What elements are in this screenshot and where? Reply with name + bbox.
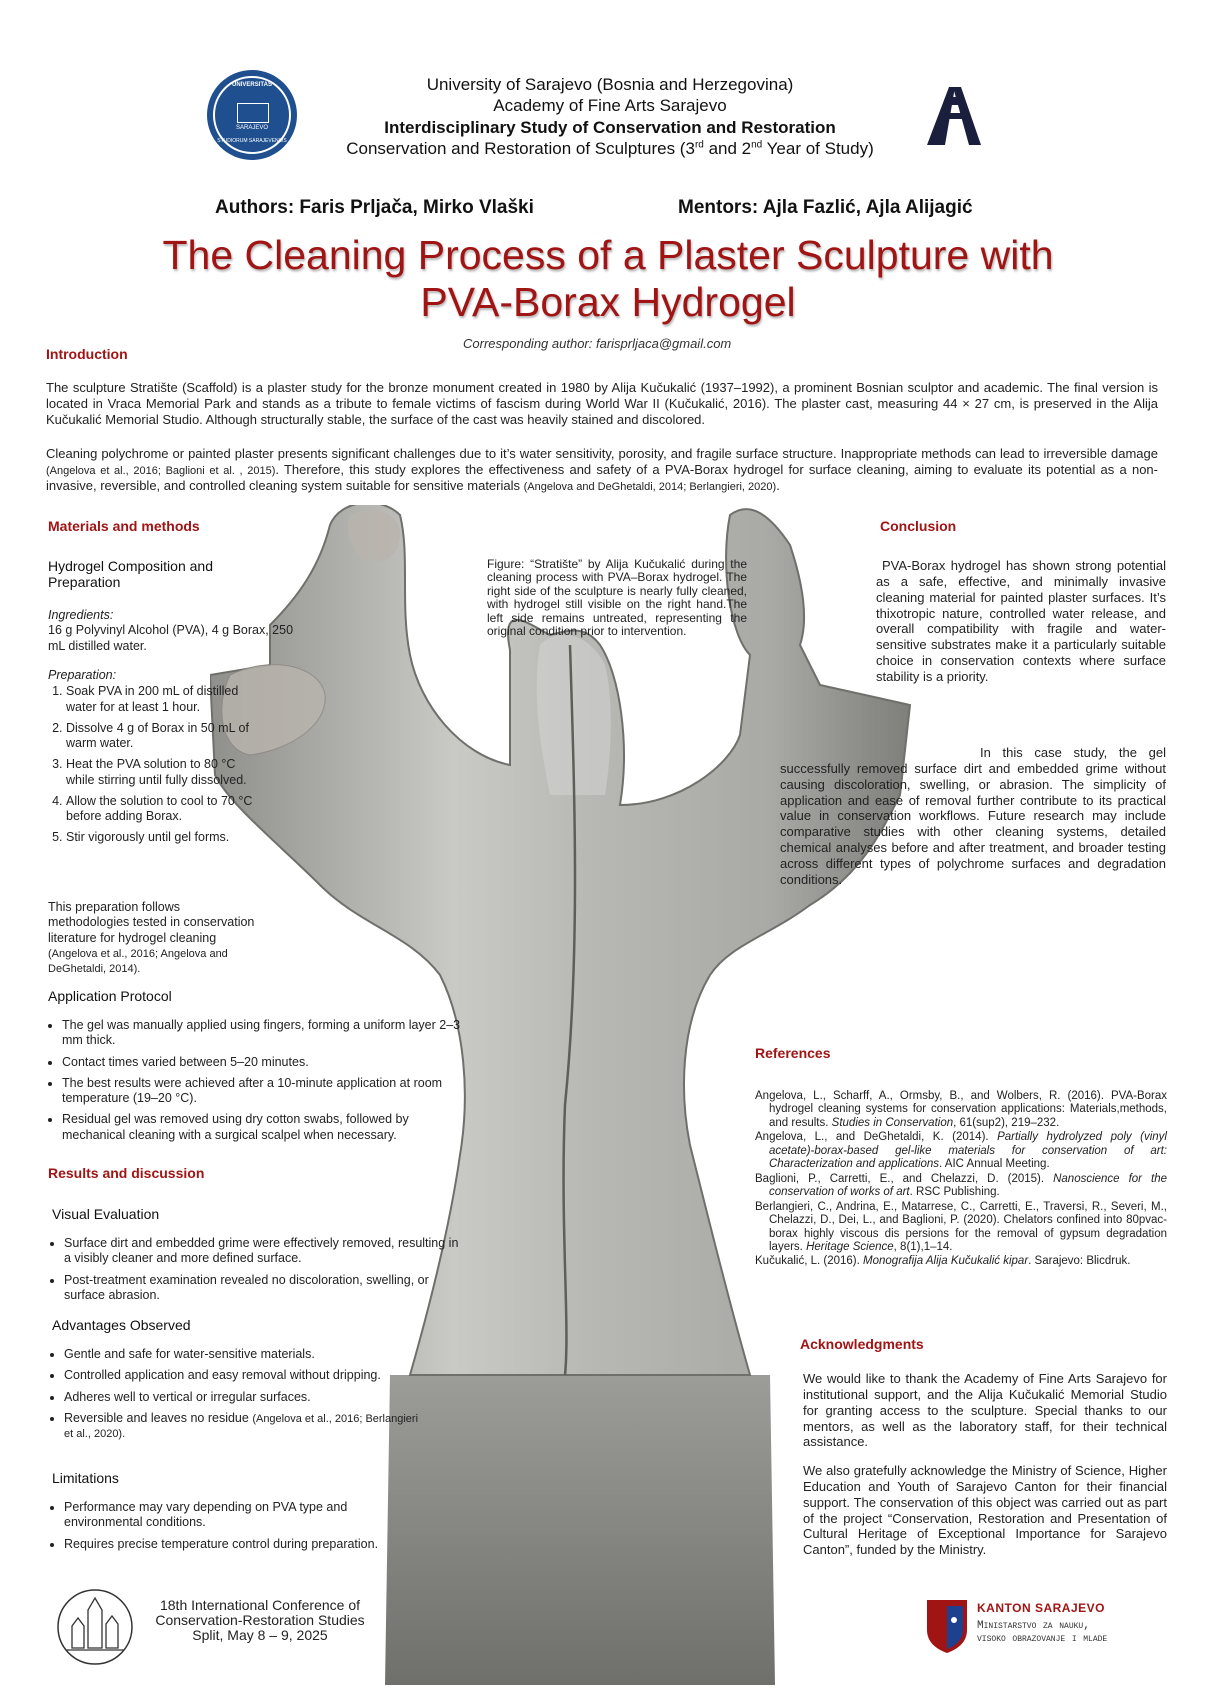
advantage-item: • Gentle and safe for water-sensitive materials. [64, 1347, 424, 1362]
acknowledgments-paragraph-1: We would like to thank the Academy of Fine Arts Sarajevo for institutional support, and the Alija Kučukalić Memorial Studio for granting access to the sculpture. Special thanks to our mentors, as well as the laboratory staff, for their technical assistance. [803, 1371, 1167, 1450]
page-title: The Cleaning Process of a Plaster Sculpture with PVA-Borax Hydrogel [162, 232, 1054, 326]
reference-item: Baglioni, P., Carretti, E., and Chelazzi, D. (2015). Nanoscience for the conservation of works of art. RSC Publishing. [755, 1172, 1167, 1199]
reference-item: Angelova, L., and DeGhetaldi, K. (2014). Partially hydrolyzed poly (vinyl acetate)-borax-based gel-like materials for conservation of art: Characterization and applications. AIC Annual Meeting. [755, 1131, 1167, 1171]
seal-building-icon [237, 103, 269, 123]
materials-heading: Materials and methods [48, 518, 200, 534]
visual-evaluation-title: Visual Evaluation [52, 1206, 160, 1222]
intro-paragraph-2: Cleaning polychrome or painted plaster presents significant challenges due to it’s water sensitivity, porosity, and fragile surface structure. Inappropriate methods can lead to irreversible damage (Angelova et al., 2016; Baglioni et al. , 2015). Therefore, this study explores the effectiveness and safety of a PVA-Borax hydrogel for surface cleaning, aiming to evaluate its potential as a non-invasive, reversible, and controlled cleaning system suitable for sensitive materials (Angelova and DeGhetaldi, 2014; Berlangieri, 2020). [46, 446, 1158, 494]
conclusion-paragraph-2: In this case study, the gel successfully removed surface dirt and embedded grime without causing discoloration, swelling, or abrasion. The simplicity of application and ease of removal further contribute to its practical value in conservation workflows. Future research may include comparative studies with other cleaning systems, detailed chemical analyses before and after treatment, and broader testing across different types of polychrome surfaces and degradation conditions. [780, 745, 1166, 887]
results-heading: Results and discussion [48, 1165, 205, 1181]
protocol-item: • The best results were achieved after a 10-minute application at room temperature (19–20 °C). [62, 1076, 462, 1107]
protocol-item: • Contact times varied between 5–20 minutes. [62, 1055, 462, 1070]
application-protocol-title: Application Protocol [48, 988, 172, 1004]
acknowledgments-paragraph-2: We also gratefully acknowledge the Ministry of Science, Higher Education and Youth of Sarajevo Canton for their financial support. The conservation of this object was carried out as part of the project “Conservation, Restoration and Presentation of Cultural Heritage of Exceptional Importance for Sarajevo Canton”, funded by the Ministry. [803, 1463, 1167, 1558]
figure-caption: Figure: “Stratište” by Alija Kučukalić during the cleaning process with PVA–Borax hydrogel. The right side of the sculpture is nearly fully cleaned, with hydrogel still visible on the right hand.The left side remains untreated, representing the original condition prior to intervention. [487, 557, 747, 639]
limitations-list [52, 1500, 424, 1558]
university-name: University of Sarajevo (Bosnia and Herzegovina) [426, 75, 794, 94]
reference-item: Kučukalić, L. (2016). Monografija Alija Kučukalić kipar. Sarajevo: Blicdruk. [755, 1255, 1131, 1268]
references-list [755, 1090, 1167, 1270]
canton-coat-of-arms [925, 1598, 969, 1654]
advantage-item: • Adheres well to vertical or irregular surfaces. [64, 1390, 424, 1405]
preparation-step: 4. Allow the solution to cool to 70 °C before adding Borax. [66, 794, 253, 825]
visual-evaluation-item: • Post-treatment examination revealed no discoloration, swelling, or surface abrasion. [64, 1273, 464, 1304]
mentors: Mentors: Ajla Fazlić, Ajla Alijagić [678, 197, 973, 218]
academy-logo [925, 83, 983, 147]
seal-text-bottom: STUDIORUM SARAJEVENSIS [217, 138, 287, 144]
conclusion-heading: Conclusion [880, 518, 957, 534]
preparation-step: 3. Heat the PVA solution to 80 °C while stirring until fully dissolved. [66, 757, 253, 788]
canton-name: KANTON SARAJEVO [977, 1601, 1105, 1615]
reference-item: Berlangieri, C., Andrina, E., Matarrese, C., Carretti, E., Traversi, R., Severi, M., Chelazzi, D., Dei, L., and Baglioni, P. (2020). Chelators confined into 80pvac-borax highly viscous dis persions for the removal of gypsum degradation layers. Heritage Science, 8(1),1–14. [755, 1200, 1167, 1253]
intro-paragraph-1: The sculpture Stratište (Scaffold) is a plaster study for the bronze monument created in 1980 by Alija Kučukalić (1937–1992), a prominent Bosnian sculptor and academic. The final version is located in Vraca Memorial Park and stands as a tribute to female victims of fascism during World War II (Kučukalić, 2016). The plaster cast, measuring 44 × 27 cm, is preserved in the Alija Kučukalić Memorial Studio. Although structurally stable, the surface of the cast was heavily stained and discolored. [46, 380, 1158, 427]
limitation-item: • Performance may vary depending on PVA type and environmental conditions. [64, 1500, 424, 1531]
university-seal [207, 70, 297, 160]
protocol-item: • The gel was manually applied using fingers, forming a uniform layer 2–3 mm thick. [62, 1018, 462, 1049]
study-name: Interdisciplinary Study of Conservation and Restoration [384, 117, 836, 137]
academy-name: Academy of Fine Arts Sarajevo [493, 96, 727, 116]
header-block [300, 74, 920, 159]
hydrogel-composition-title: Hydrogel Composition and Preparation [48, 558, 213, 590]
limitations-title: Limitations [52, 1470, 119, 1486]
visual-evaluation-item: • Surface dirt and embedded grime were effectively removed, resulting in a visibly cleaner and more defined surface. [64, 1236, 464, 1267]
protocol-item: • Residual gel was removed using dry cotton swabs, followed by mechanical cleaning with a surgical scalpel when necessary. [62, 1112, 462, 1143]
preparation-block: Preparation: 1. Soak PVA in 200 mL of distilled water for at least 1 hour. 2. Dissolve 4 g of Borax in 50 mL of warm water. 3. Heat the PVA solution to 80 °C while stirring until fully dissolved. 4. Allow the solution to cool to 70 °C before adding Borax. 5. Stir vigorously until gel forms. [48, 668, 253, 852]
visual-evaluation-list [52, 1236, 464, 1309]
conclusion-paragraph-1: PVA-Borax hydrogel has shown strong potential as a safe, effective, and minimally invasive cleaning material for painted plaster surfaces. It’s thixotropic nature, controlled water release, and overall compatibility with fragile and water-sensitive substrates make it a particularly suitable choice in conservation contexts where surface stability is a priority. [876, 558, 1166, 685]
sculpture-base [385, 1375, 775, 1685]
intro-heading: Introduction [46, 346, 128, 362]
acknowledgments-heading: Acknowledgments [800, 1336, 924, 1352]
study-year: Conservation and Restoration of Sculptures (3rd and 2nd Year of Study) [346, 138, 874, 158]
preparation-step: 2. Dissolve 4 g of Borax in 50 mL of warm water. [66, 721, 253, 752]
corresponding-author: Corresponding author: farisprljaca@gmail.com [463, 336, 732, 351]
preparation-step: 5. Stir vigorously until gel forms. [66, 830, 253, 845]
methodology-note: This preparation follows methodologies tested in conservation literature for hydrogel cleaning (Angelova et al., 2016; Angelova and DeGhetaldi, 2014). [48, 900, 255, 976]
references-heading: References [755, 1045, 831, 1061]
authors: Authors: Faris Prljača, Mirko Vlaški [215, 197, 534, 218]
advantages-list [52, 1347, 424, 1448]
conference-logo [56, 1588, 134, 1666]
seal-text-top: UNIVERSITAS [232, 82, 272, 88]
advantage-item: • Reversible and leaves no residue (Angelova et al., 2016; Berlangieri et al., 2020). [64, 1411, 424, 1442]
ingredients-block: Ingredients: 16 g Polyvinyl Alcohol (PVA), 4 g Borax, 250 mL distilled water. [48, 608, 294, 653]
reference-item: Angelova, L., Scharff, A., Ormsby, B., and Wolbers, R. (2016). PVA-Borax hydrogel cleaning systems for conservation applications: Materials,methods, and results. Studies in Conservation, 61(sup2), 219–232. [755, 1090, 1167, 1129]
seal-inner-text: SARAJEVO [235, 125, 268, 131]
limitation-item: • Requires precise temperature control during preparation. [64, 1537, 424, 1552]
conference-info: 18th International Conference of Conservation-Restoration Studies Split, May 8 – 9, 2025 [155, 1597, 365, 1644]
advantages-title: Advantages Observed [52, 1317, 191, 1333]
preparation-steps [48, 684, 253, 845]
application-protocol-list [48, 1018, 462, 1149]
preparation-step: 1. Soak PVA in 200 mL of distilled water for at least 1 hour. [66, 684, 253, 715]
advantage-item: • Controlled application and easy removal without dripping. [64, 1368, 424, 1383]
canton-ministry: Ministarstvo za nauku, visoko obrazovanje i mlade [977, 1620, 1108, 1646]
